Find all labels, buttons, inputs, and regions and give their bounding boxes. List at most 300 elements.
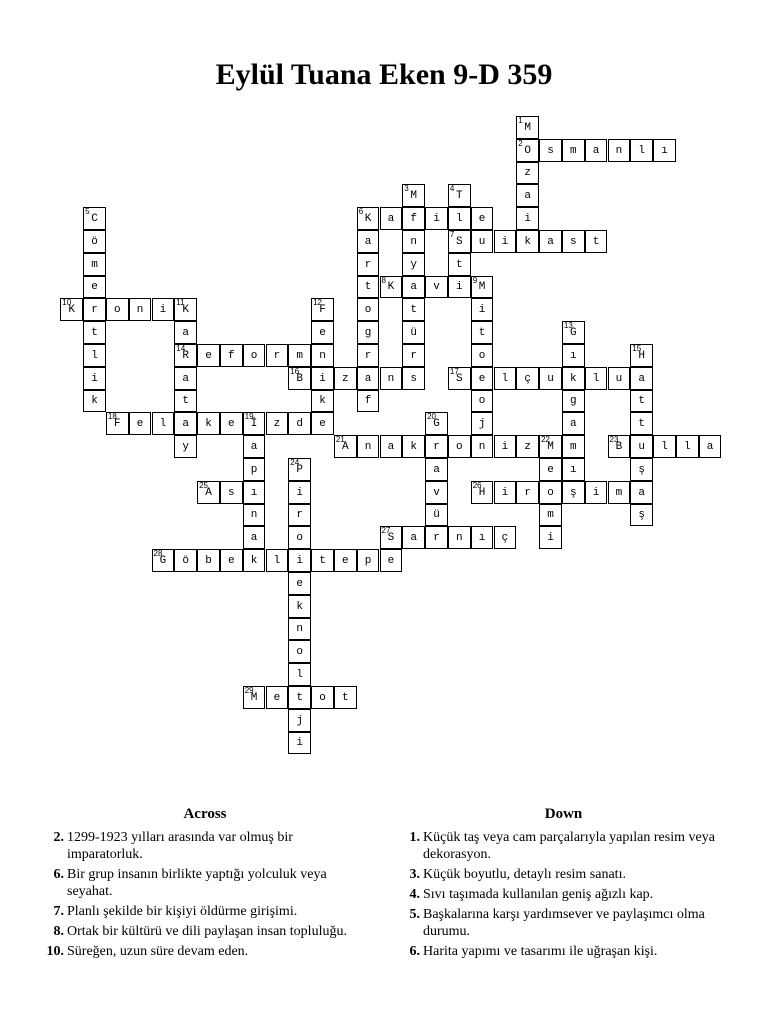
cell-letter: ç xyxy=(524,372,531,385)
grid-cell[interactable] xyxy=(83,276,106,299)
cell-letter: a xyxy=(364,372,372,385)
grid-cell[interactable] xyxy=(585,481,608,504)
grid-cell[interactable] xyxy=(562,230,585,253)
cell-letter: a xyxy=(182,327,189,340)
cell-letter: O xyxy=(524,144,531,157)
grid-cell[interactable] xyxy=(311,412,334,435)
grid-cell[interactable] xyxy=(608,139,631,162)
grid-cell[interactable] xyxy=(630,367,653,390)
grid-cell[interactable] xyxy=(494,230,517,253)
grid-cell[interactable] xyxy=(630,481,653,504)
cell-letter: B xyxy=(296,372,303,385)
grid-cell[interactable] xyxy=(357,367,380,390)
down-clues xyxy=(396,806,731,963)
cell-letter: e xyxy=(387,555,395,568)
grid-cell[interactable] xyxy=(357,207,380,230)
grid-cell[interactable] xyxy=(152,549,175,572)
cell-letter: o xyxy=(250,349,258,362)
grid-cell[interactable] xyxy=(288,709,311,732)
grid-cell[interactable] xyxy=(288,504,311,527)
grid-cell[interactable] xyxy=(243,481,266,504)
grid-cell[interactable] xyxy=(425,412,448,435)
grid-cell[interactable] xyxy=(243,686,266,709)
grid-cell[interactable] xyxy=(425,435,448,458)
grid-cell[interactable] xyxy=(630,412,653,435)
clue-num: 8. xyxy=(53,924,64,939)
down-clue xyxy=(396,906,731,940)
grid-cell[interactable] xyxy=(357,276,380,299)
cell-letter: l xyxy=(592,372,600,385)
grid-cell[interactable] xyxy=(425,207,448,230)
grid-cell[interactable] xyxy=(630,458,653,481)
grid-cell[interactable] xyxy=(357,230,380,253)
grid-cell[interactable] xyxy=(220,344,243,367)
grid-cell[interactable] xyxy=(380,367,403,390)
grid-cell[interactable] xyxy=(357,344,380,367)
grid-cell[interactable] xyxy=(448,253,471,276)
clue-number: 19 xyxy=(244,412,254,422)
grid-cell[interactable] xyxy=(516,435,539,458)
clue-num: 7. xyxy=(53,904,64,919)
cell-letter: e xyxy=(205,349,212,362)
grid-cell[interactable] xyxy=(562,412,585,435)
grid-cell[interactable] xyxy=(334,549,357,572)
grid-cell[interactable] xyxy=(562,344,585,367)
grid-cell[interactable] xyxy=(516,207,539,230)
grid-cell[interactable] xyxy=(60,298,83,321)
grid-cell[interactable] xyxy=(425,481,448,504)
across-clue xyxy=(40,866,370,900)
cell-letter: m xyxy=(547,509,554,522)
grid-cell[interactable] xyxy=(539,526,562,549)
grid-cell[interactable] xyxy=(630,390,653,413)
grid-cell[interactable] xyxy=(516,367,539,390)
cell-letter: G xyxy=(433,418,440,431)
grid-cell[interactable] xyxy=(334,435,357,458)
cell-letter: M xyxy=(410,190,417,203)
cell-letter: n xyxy=(319,349,326,362)
grid-cell[interactable] xyxy=(83,367,106,390)
cell-letter: ü xyxy=(433,509,440,522)
cell-letter: l xyxy=(159,418,167,431)
grid-cell[interactable] xyxy=(311,686,334,709)
across-clue xyxy=(40,829,370,863)
cell-letter: m xyxy=(91,258,98,271)
cell-letter: k xyxy=(319,395,326,408)
grid-cell[interactable] xyxy=(83,230,106,253)
grid-cell[interactable] xyxy=(562,458,585,481)
grid-cell[interactable] xyxy=(516,481,539,504)
cell-letter: e xyxy=(547,463,554,476)
grid-cell[interactable] xyxy=(311,549,334,572)
grid-cell[interactable] xyxy=(357,549,380,572)
cell-letter: a xyxy=(638,372,645,385)
cell-letter: G xyxy=(159,555,167,568)
clue-number: 3 xyxy=(404,184,409,194)
cell-letter: n xyxy=(387,372,395,385)
cell-letter: a xyxy=(524,190,531,203)
grid-cell[interactable] xyxy=(357,298,380,321)
grid-cell[interactable] xyxy=(266,412,289,435)
cell-letter: P xyxy=(296,463,303,476)
cell-letter: i xyxy=(319,372,326,385)
grid-cell[interactable] xyxy=(174,321,197,344)
grid-cell[interactable] xyxy=(174,435,197,458)
grid-cell[interactable] xyxy=(539,458,562,481)
cell-letter: ç xyxy=(501,532,509,545)
grid-cell[interactable] xyxy=(197,412,220,435)
grid-cell[interactable] xyxy=(288,686,311,709)
cell-letter: r xyxy=(91,304,98,317)
cell-letter: e xyxy=(341,555,349,568)
cell-letter: K xyxy=(68,304,75,317)
cell-letter: i xyxy=(524,213,531,226)
down-clue xyxy=(396,866,731,883)
cell-letter: t xyxy=(455,258,463,271)
grid-cell[interactable] xyxy=(380,549,403,572)
grid-cell[interactable] xyxy=(311,321,334,344)
cell-letter: o xyxy=(478,395,486,408)
grid-cell[interactable] xyxy=(471,526,494,549)
cell-letter: ı xyxy=(250,486,258,499)
down-clue xyxy=(396,886,731,903)
grid-cell[interactable] xyxy=(402,253,425,276)
grid-cell[interactable] xyxy=(699,435,722,458)
grid-cell[interactable] xyxy=(402,367,425,390)
grid-cell[interactable] xyxy=(562,390,585,413)
grid-cell[interactable] xyxy=(311,367,334,390)
grid-cell[interactable] xyxy=(425,504,448,527)
cell-letter: f xyxy=(364,395,372,408)
clue-text: Başkalarına karşı yardımsever ve paylaşımcı olma durumu. xyxy=(423,907,705,939)
cell-letter: i xyxy=(501,235,509,248)
grid-cell[interactable] xyxy=(402,298,425,321)
grid-cell[interactable] xyxy=(266,686,289,709)
grid-cell[interactable] xyxy=(380,435,403,458)
grid-cell[interactable] xyxy=(357,390,380,413)
grid-cell[interactable] xyxy=(471,367,494,390)
cell-letter: n xyxy=(136,304,144,317)
cell-letter: ş xyxy=(638,509,645,522)
cell-letter: ş xyxy=(638,463,645,476)
grid-cell[interactable] xyxy=(243,458,266,481)
cell-letter: v xyxy=(433,486,440,499)
grid-cell[interactable] xyxy=(174,344,197,367)
grid-cell[interactable] xyxy=(494,526,517,549)
grid-cell[interactable] xyxy=(585,367,608,390)
grid-cell[interactable] xyxy=(630,435,653,458)
cell-letter: k xyxy=(296,600,303,613)
cell-letter: i xyxy=(547,532,554,545)
grid-cell[interactable] xyxy=(653,139,676,162)
cell-letter: s xyxy=(547,144,554,157)
cell-letter: K xyxy=(364,213,372,226)
grid-cell[interactable] xyxy=(288,732,311,755)
clue-number: 12 xyxy=(313,298,322,308)
grid-cell[interactable] xyxy=(266,344,289,367)
grid-cell[interactable] xyxy=(402,344,425,367)
grid-cell[interactable] xyxy=(608,435,631,458)
cell-letter: B xyxy=(615,441,623,454)
cell-letter: r xyxy=(433,532,440,545)
grid-cell[interactable] xyxy=(471,344,494,367)
cell-letter: i xyxy=(296,737,303,750)
grid-cell[interactable] xyxy=(288,663,311,686)
grid-cell[interactable] xyxy=(288,458,311,481)
grid-cell[interactable] xyxy=(288,572,311,595)
grid-cell[interactable] xyxy=(334,686,357,709)
grid-cell[interactable] xyxy=(402,526,425,549)
grid-cell[interactable] xyxy=(494,481,517,504)
grid-cell[interactable] xyxy=(402,435,425,458)
grid-cell[interactable] xyxy=(288,595,311,618)
clue-num: 5. xyxy=(409,907,420,922)
grid-cell[interactable] xyxy=(174,390,197,413)
grid-cell[interactable] xyxy=(197,549,220,572)
clue-text: Ortak bir kültürü ve dili paylaşan insan topluluğu. xyxy=(67,924,347,939)
cell-letter: a xyxy=(410,281,417,294)
grid-cell[interactable] xyxy=(448,276,471,299)
clue-num: 4. xyxy=(409,887,420,902)
grid-cell[interactable] xyxy=(243,526,266,549)
grid-cell[interactable] xyxy=(402,276,425,299)
grid-cell[interactable] xyxy=(653,435,676,458)
clue-number: 26 xyxy=(472,480,482,490)
grid-cell[interactable] xyxy=(152,298,175,321)
cell-letter: r xyxy=(364,258,372,271)
grid-cell[interactable] xyxy=(197,344,220,367)
grid-cell[interactable] xyxy=(380,207,403,230)
grid-cell[interactable] xyxy=(357,321,380,344)
grid-cell[interactable] xyxy=(471,298,494,321)
grid-cell[interactable] xyxy=(539,367,562,390)
cell-letter: a xyxy=(387,441,395,454)
grid-cell[interactable] xyxy=(311,390,334,413)
cell-letter: l xyxy=(296,669,303,682)
grid-cell[interactable] xyxy=(83,253,106,276)
clue-number: 10 xyxy=(62,298,72,308)
cell-letter: t xyxy=(364,281,372,294)
cell-letter: l xyxy=(91,349,98,362)
cell-letter: l xyxy=(638,144,645,157)
grid-cell[interactable] xyxy=(380,276,403,299)
grid-cell[interactable] xyxy=(288,367,311,390)
grid-cell[interactable] xyxy=(448,526,471,549)
grid-cell[interactable] xyxy=(471,207,494,230)
cell-letter: M xyxy=(478,281,486,294)
grid-cell[interactable] xyxy=(402,184,425,207)
grid-cell[interactable] xyxy=(516,230,539,253)
cell-letter: e xyxy=(227,418,235,431)
grid-cell[interactable] xyxy=(539,504,562,527)
grid-cell[interactable] xyxy=(516,184,539,207)
grid-cell[interactable] xyxy=(334,367,357,390)
grid-cell[interactable] xyxy=(83,207,106,230)
grid-cell[interactable] xyxy=(243,435,266,458)
grid-cell[interactable] xyxy=(288,526,311,549)
grid-cell[interactable] xyxy=(630,344,653,367)
grid-cell[interactable] xyxy=(174,412,197,435)
grid-cell[interactable] xyxy=(448,435,471,458)
grid-cell[interactable] xyxy=(243,504,266,527)
cell-letter: i xyxy=(592,486,600,499)
grid-cell[interactable] xyxy=(425,458,448,481)
grid-cell[interactable] xyxy=(288,640,311,663)
cell-letter: n xyxy=(615,144,623,157)
cell-letter: f xyxy=(410,213,417,226)
grid-cell[interactable] xyxy=(288,618,311,641)
cell-letter: i xyxy=(501,441,509,454)
grid-cell[interactable] xyxy=(608,481,631,504)
cell-letter: C xyxy=(91,213,98,226)
cell-letter: u xyxy=(478,235,486,248)
grid-cell[interactable] xyxy=(471,481,494,504)
cell-letter: e xyxy=(227,555,235,568)
grid-cell[interactable] xyxy=(197,481,220,504)
grid-cell[interactable] xyxy=(288,412,311,435)
grid-cell[interactable] xyxy=(106,412,129,435)
cell-letter: t xyxy=(341,691,349,704)
cell-letter: S xyxy=(455,235,463,248)
grid-cell[interactable] xyxy=(106,298,129,321)
cell-letter: o xyxy=(319,691,326,704)
grid-cell[interactable] xyxy=(174,298,197,321)
grid-cell[interactable] xyxy=(630,139,653,162)
grid-cell[interactable] xyxy=(220,549,243,572)
grid-cell[interactable] xyxy=(562,139,585,162)
grid-cell[interactable] xyxy=(425,276,448,299)
grid-cell[interactable] xyxy=(539,230,562,253)
grid-cell[interactable] xyxy=(311,298,334,321)
cell-letter: z xyxy=(273,418,281,431)
grid-cell[interactable] xyxy=(243,412,266,435)
cell-letter: e xyxy=(319,327,326,340)
grid-cell[interactable] xyxy=(357,435,380,458)
cell-letter: ı xyxy=(569,463,577,476)
cell-letter: a xyxy=(706,441,714,454)
down-heading: Down xyxy=(544,806,583,822)
cell-letter: k xyxy=(410,441,417,454)
grid-cell[interactable] xyxy=(402,207,425,230)
grid-cell[interactable] xyxy=(288,549,311,572)
cell-letter: a xyxy=(547,235,554,248)
grid-cell[interactable] xyxy=(448,184,471,207)
cell-letter: A xyxy=(205,486,212,499)
cell-letter: k xyxy=(524,235,531,248)
clue-text: Sıvı taşımada kullanılan geniş ağızlı kap. xyxy=(423,887,654,902)
cell-letter: a xyxy=(569,418,577,431)
cell-letter: g xyxy=(569,395,577,408)
cell-letter: T xyxy=(455,190,463,203)
grid-cell[interactable] xyxy=(516,116,539,139)
cell-letter: t xyxy=(91,327,98,340)
grid-cell[interactable] xyxy=(471,390,494,413)
grid-cell[interactable] xyxy=(471,230,494,253)
grid-cell[interactable] xyxy=(448,207,471,230)
grid-cell[interactable] xyxy=(471,435,494,458)
grid-cell[interactable] xyxy=(174,367,197,390)
grid-cell[interactable] xyxy=(402,230,425,253)
cell-letter: i xyxy=(478,304,486,317)
cell-letter: t xyxy=(410,304,417,317)
across-clues xyxy=(40,806,370,963)
grid-cell[interactable] xyxy=(220,481,243,504)
grid-cell[interactable] xyxy=(288,344,311,367)
grid-cell[interactable] xyxy=(585,230,608,253)
grid-cell[interactable] xyxy=(562,435,585,458)
grid-cell[interactable] xyxy=(562,321,585,344)
grid-cell[interactable] xyxy=(516,162,539,185)
grid-cell[interactable] xyxy=(174,549,197,572)
cell-letter: d xyxy=(296,418,303,431)
grid-cell[interactable] xyxy=(425,526,448,549)
cell-letter: t xyxy=(592,235,600,248)
grid-cell[interactable] xyxy=(539,435,562,458)
grid-cell[interactable] xyxy=(83,321,106,344)
grid-cell[interactable] xyxy=(516,139,539,162)
grid-cell[interactable] xyxy=(471,276,494,299)
grid-cell[interactable] xyxy=(562,481,585,504)
grid-cell[interactable] xyxy=(676,435,699,458)
grid-cell[interactable] xyxy=(152,412,175,435)
grid-cell[interactable] xyxy=(630,504,653,527)
cell-letter: k xyxy=(205,418,212,431)
cell-letter: F xyxy=(319,304,326,317)
grid-cell[interactable] xyxy=(243,549,266,572)
grid-cell[interactable] xyxy=(448,367,471,390)
cell-letter: r xyxy=(273,349,281,362)
cell-letter: i xyxy=(455,281,463,294)
grid-cell[interactable] xyxy=(402,321,425,344)
cell-letter: M xyxy=(547,441,554,454)
cell-letter: e xyxy=(319,418,326,431)
grid-cell[interactable] xyxy=(494,367,517,390)
cell-letter: İ xyxy=(250,418,258,431)
grid-cell[interactable] xyxy=(539,139,562,162)
grid-cell[interactable] xyxy=(311,344,334,367)
grid-cell[interactable] xyxy=(288,481,311,504)
grid-cell[interactable] xyxy=(539,481,562,504)
grid-cell[interactable] xyxy=(380,526,403,549)
grid-cell[interactable] xyxy=(494,435,517,458)
grid-cell[interactable] xyxy=(448,230,471,253)
grid-cell[interactable] xyxy=(220,412,243,435)
grid-cell[interactable] xyxy=(129,412,152,435)
grid-cell[interactable] xyxy=(471,321,494,344)
cell-letter: a xyxy=(250,441,258,454)
grid-cell[interactable] xyxy=(357,253,380,276)
grid-cell[interactable] xyxy=(83,344,106,367)
grid-cell[interactable] xyxy=(83,390,106,413)
cell-letter: z xyxy=(524,167,531,180)
clue-num: 3. xyxy=(409,867,420,882)
grid-cell[interactable] xyxy=(83,298,106,321)
cell-letter: l xyxy=(661,441,668,454)
grid-cell[interactable] xyxy=(471,412,494,435)
grid-cell[interactable] xyxy=(266,549,289,572)
grid-cell[interactable] xyxy=(243,344,266,367)
cell-letter: b xyxy=(205,555,212,568)
grid-cell[interactable] xyxy=(129,298,152,321)
grid-cell[interactable] xyxy=(562,367,585,390)
clue-number: 27 xyxy=(381,526,391,536)
grid-cell[interactable] xyxy=(608,367,631,390)
cell-letter: n xyxy=(455,532,463,545)
grid-cell[interactable] xyxy=(585,139,608,162)
cell-letter: ö xyxy=(91,235,98,248)
down-clue xyxy=(396,829,731,863)
cell-letter: m xyxy=(615,486,623,499)
